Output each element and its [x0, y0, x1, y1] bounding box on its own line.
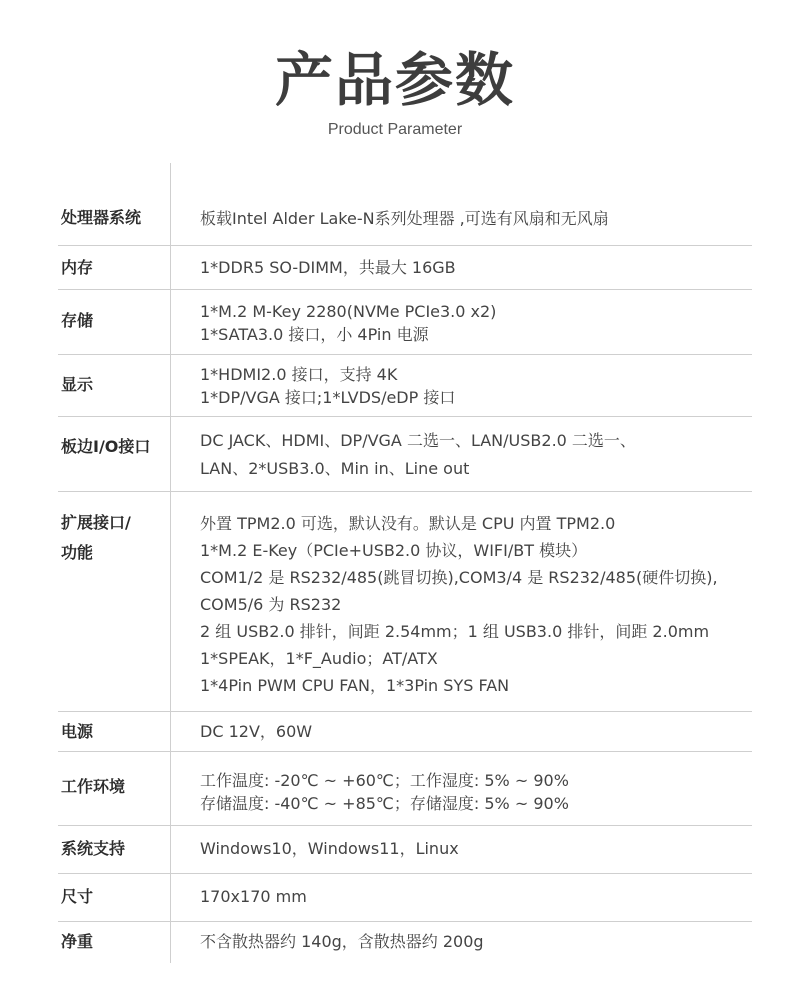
spec-value-line: 不含散热器约 140g，含散热器约 200g — [200, 932, 484, 951]
spec-value-line: 1*DDR5 SO-DIMM，共最大 16GB — [200, 258, 456, 277]
spec-label: 内存 — [61, 258, 94, 277]
spec-value — [200, 256, 750, 280]
spec-row-cpu — [58, 163, 752, 246]
spec-label: 板边I/O接口 — [61, 437, 151, 456]
spec-label: 尺寸 — [61, 887, 94, 906]
spec-value-line: 2 组 USB2.0 排针，间距 2.54mm；1 组 USB3.0 排针，间距 2.0mm — [200, 622, 710, 641]
spec-value — [200, 300, 750, 346]
spec-value — [200, 837, 750, 861]
spec-value-line: 存储温度: -40℃ ~ +85℃；存储湿度: 5% ~ 90% — [200, 794, 569, 813]
spec-row-size — [58, 874, 752, 922]
spec-value-line: 1*SPEAK，1*F_Audio；AT/ATX — [200, 649, 438, 668]
spec-row-os — [58, 826, 752, 874]
spec-row-storage — [58, 290, 752, 355]
spec-value-line: 外置 TPM2.0 可选，默认没有。默认是 CPU 内置 TPM2.0 — [200, 514, 616, 533]
spec-value — [200, 510, 750, 699]
spec-label: 显示 — [61, 375, 94, 394]
spec-label — [61, 508, 167, 568]
spec-value — [200, 427, 750, 483]
spec-value — [200, 769, 750, 815]
page-subtitle: Product Parameter — [327, 121, 463, 138]
spec-label: 系统支持 — [61, 839, 126, 858]
spec-value-line: 1*DP/VGA 接口;1*LVDS/eDP 接口 — [200, 388, 456, 407]
spec-value — [200, 930, 750, 954]
spec-value-line: COM5/6 为 RS232 — [200, 595, 342, 614]
spec-value-line: 1*4Pin PWM CPU FAN，1*3Pin SYS FAN — [200, 676, 510, 695]
spec-row-environment — [58, 752, 752, 826]
spec-label-line: 扩展接口/ — [61, 513, 131, 532]
spec-label: 电源 — [61, 722, 94, 741]
spec-table — [58, 163, 752, 963]
page-header — [0, 0, 790, 160]
spec-value — [200, 363, 750, 409]
spec-value-line: 1*M.2 M-Key 2280(NVMe PCIe3.0 x2) — [200, 302, 497, 321]
spec-label: 净重 — [61, 932, 94, 951]
spec-value-line: 板载Intel Alder Lake-N系列处理器 ,可选有风扇和无风扇 — [200, 209, 609, 228]
spec-label: 存储 — [61, 311, 94, 330]
spec-value — [200, 885, 750, 909]
spec-value-line: LAN、2*USB3.0、Min in、Line out — [200, 459, 470, 478]
spec-value-line: DC 12V，60W — [200, 722, 313, 741]
spec-row-power — [58, 712, 752, 752]
spec-value-line: 工作温度: -20℃ ~ +60℃；工作湿度: 5% ~ 90% — [200, 771, 569, 790]
spec-row-memory — [58, 246, 752, 290]
spec-label: 工作环境 — [61, 777, 126, 796]
spec-value-line: 1*M.2 E-Key（PCIe+USB2.0 协议，WIFI/BT 模块） — [200, 541, 588, 560]
spec-value-line: Windows10，Windows11，Linux — [200, 839, 459, 858]
spec-row-expansion — [58, 492, 752, 712]
spec-value-line: COM1/2 是 RS232/485(跳冒切换),COM3/4 是 RS232/485(硬件切换), — [200, 568, 718, 587]
spec-row-weight — [58, 922, 752, 963]
page-title: 产品参数 — [274, 46, 515, 114]
spec-value — [200, 720, 750, 744]
spec-label-line: 功能 — [61, 543, 94, 562]
spec-row-display — [58, 355, 752, 417]
spec-value-line: DC JACK、HDMI、DP/VGA 二选一、LAN/USB2.0 二选一、 — [200, 431, 636, 450]
spec-value-line: 170x170 mm — [200, 887, 307, 906]
spec-label: 处理器系统 — [61, 208, 142, 227]
spec-value-line: 1*HDMI2.0 接口，支持 4K — [200, 365, 398, 384]
spec-row-edge-io — [58, 417, 752, 492]
spec-value — [200, 207, 750, 231]
spec-value-line: 1*SATA3.0 接口，小 4Pin 电源 — [200, 325, 429, 344]
